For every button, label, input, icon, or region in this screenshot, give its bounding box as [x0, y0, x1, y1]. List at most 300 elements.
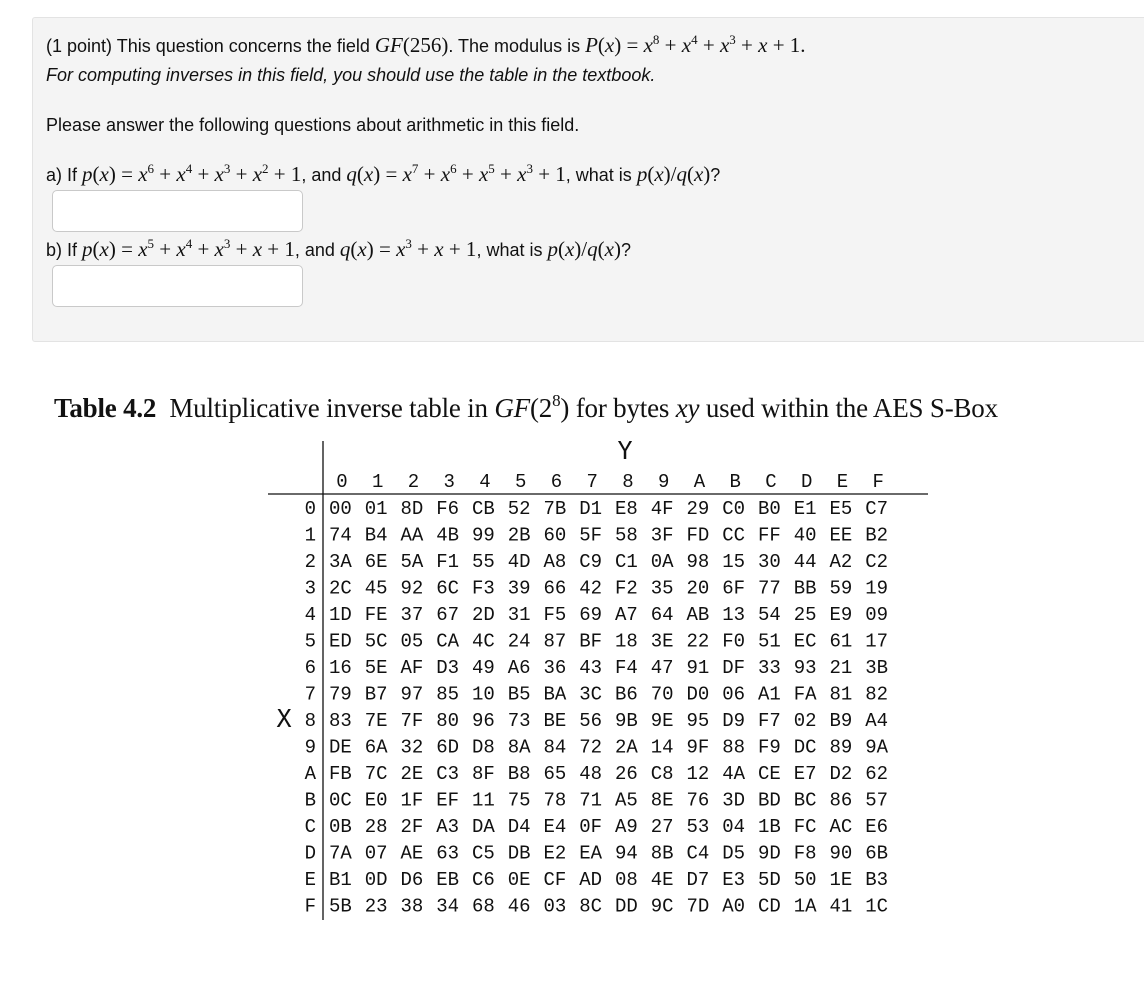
table-cell: D0: [686, 683, 710, 706]
table-cell: 4C: [472, 630, 495, 653]
table-cell: 29: [686, 498, 710, 520]
column-header: D: [801, 471, 813, 493]
table-cell: 98: [686, 551, 710, 573]
table-cell: 14: [650, 736, 674, 759]
table-cell: 1B: [758, 816, 781, 838]
question-a-p: $p(x) = x^6 + x^4 + x^3 + x^2 + 1$: [82, 161, 302, 186]
row-header: 9: [304, 736, 316, 759]
table-cell: A3: [436, 816, 460, 838]
table-cell: A1: [758, 683, 781, 706]
table-cell: 6F: [722, 577, 746, 600]
table-cell: D2: [829, 763, 853, 785]
table-cell: CD: [758, 895, 781, 918]
table-cell: 71: [579, 789, 603, 812]
table-cell: 7A: [329, 842, 352, 865]
table-cell: 3F: [650, 524, 674, 547]
table-cell: 66: [543, 577, 567, 600]
table-cell: 01: [364, 498, 388, 520]
question-b-ratio: p(x)/q(x): [547, 237, 621, 261]
table-cell: F5: [543, 604, 567, 626]
table-cell: 8A: [507, 736, 531, 759]
table-cell: 88: [722, 736, 746, 759]
table-cell: 4D: [507, 551, 531, 573]
column-header: 5: [515, 471, 527, 493]
column-header: F: [872, 471, 884, 493]
table-cell: 31: [507, 604, 531, 626]
table-cell: 37: [400, 604, 424, 626]
table-cell: 36: [543, 657, 567, 679]
table-cell: 11: [472, 789, 495, 812]
table-cell: C5: [472, 842, 495, 865]
question-b-q: $q(x) = x^3 + x + 1$: [339, 236, 477, 261]
table-cell: E0: [364, 789, 388, 812]
table-cell: E7: [793, 763, 817, 785]
table-cell: D8: [472, 736, 495, 759]
table-cell: A5: [615, 789, 638, 812]
table-cell: 61: [829, 630, 853, 653]
table-cell: EE: [829, 524, 853, 547]
table-cell: 08: [615, 869, 638, 891]
table-cell: 19: [865, 577, 889, 600]
table-cell: B1: [329, 869, 352, 891]
table-cell: AD: [579, 869, 603, 891]
table-cell: B8: [507, 763, 531, 785]
table-cell: DC: [793, 736, 817, 759]
table-cell: D4: [507, 816, 531, 838]
table-cell: C1: [615, 551, 638, 573]
table-cell: CF: [543, 869, 567, 891]
table-cell: B3: [865, 869, 889, 891]
table-cell: 05: [400, 630, 424, 653]
table-cell: 82: [865, 683, 889, 706]
problem-intro-line-3: Please answer the following questions about arithmetic in this field.: [46, 115, 580, 135]
table-cell: C2: [865, 551, 889, 573]
table-cell: F3: [472, 577, 495, 600]
table-cell: 41: [829, 895, 853, 918]
table-cell: 13: [722, 604, 746, 626]
table-cell: 72: [579, 736, 603, 759]
table-cell: E2: [543, 842, 567, 865]
column-header: A: [693, 471, 706, 493]
table-cell: EC: [793, 630, 817, 653]
table-cell: EB: [436, 869, 460, 891]
column-header: 8: [622, 471, 634, 493]
table-cell: 5A: [400, 551, 424, 573]
table-cell: 0C: [329, 789, 352, 812]
question-a-q: $q(x) = x^7 + x^6 + x^5 + x^3 + 1$: [346, 161, 566, 186]
table-cell: 06: [722, 683, 746, 706]
table-cell: 67: [436, 604, 460, 626]
table-cell: 95: [686, 710, 710, 732]
table-cell: 83: [329, 710, 352, 732]
table-cell: 26: [615, 763, 638, 785]
table-cell: 2A: [615, 736, 638, 759]
table-cell: 8F: [472, 763, 495, 785]
row-header: A: [304, 763, 316, 785]
table-caption-label: Table 4.2: [54, 393, 157, 423]
table-cell: 40: [793, 524, 817, 547]
table-cell: 6E: [364, 551, 388, 573]
table-cell: 2B: [507, 524, 531, 547]
table-cell: 16: [329, 657, 352, 679]
table-cell: F7: [758, 710, 781, 732]
table-cell: 38: [400, 895, 424, 918]
problem-intro-line-2: For computing inverses in this field, you should use the table in the textbook.: [46, 65, 656, 85]
table-cell: 15: [722, 551, 746, 573]
row-header: 5: [304, 630, 316, 653]
question-b: b) If $p(x) = x^5 + x^4 + x^3 + x + 1$, and $q(x) = x^3 + x + 1$, what is p(x)/q(x)?: [46, 236, 631, 261]
row-header: 2: [304, 551, 316, 573]
table-cell: C6: [472, 869, 495, 891]
table-cell: E6: [865, 816, 889, 838]
table-cell: 1C: [865, 895, 889, 918]
table-cell: 1A: [793, 895, 817, 918]
table-cell: 94: [615, 842, 638, 865]
row-header: B: [304, 789, 316, 812]
table-cell: 69: [579, 604, 603, 626]
column-header: 2: [407, 471, 420, 493]
question-b-p: $p(x) = x^5 + x^4 + x^3 + x + 1$: [82, 236, 295, 261]
table-cell: B5: [507, 683, 531, 706]
table-cell: 84: [543, 736, 567, 759]
table-cell: 56: [579, 710, 603, 732]
table-cell: 4E: [650, 869, 674, 891]
intro-text: (1 point) This question concerns the field: [46, 36, 375, 56]
table-cell: 1E: [829, 869, 853, 891]
table-cell: 1D: [329, 604, 352, 626]
row-header: E: [304, 869, 316, 891]
table-cell: 55: [472, 551, 495, 573]
table-cell: 89: [829, 736, 853, 759]
table-cell: E5: [829, 498, 853, 520]
table-cell: A4: [865, 710, 889, 732]
column-header: 1: [372, 471, 384, 493]
table-cell: A8: [543, 551, 567, 573]
table-cell: BF: [579, 630, 603, 653]
table-cell: 53: [686, 816, 710, 838]
table-cell: 96: [472, 710, 495, 732]
table-cell: A2: [829, 551, 853, 573]
column-header: 7: [586, 471, 598, 493]
table-cell: EA: [579, 842, 603, 865]
table-cell: 7E: [364, 710, 388, 732]
table-cell: 42: [579, 577, 603, 600]
table-cell: 5B: [329, 895, 352, 918]
table-cell: C3: [436, 763, 460, 785]
table-cell: 2D: [472, 604, 495, 626]
table-cell: D3: [436, 657, 460, 679]
question-a-ratio: p(x)/q(x): [636, 162, 711, 186]
table-cell: B9: [829, 710, 853, 732]
table-cell: 81: [829, 683, 853, 706]
table-cell: 9A: [865, 736, 889, 759]
table-cell: 09: [865, 604, 889, 626]
table-cell: 07: [364, 842, 388, 865]
table-cell: BD: [758, 789, 781, 812]
table-cell: 4F: [650, 498, 674, 520]
table-cell: 54: [758, 604, 781, 626]
table-cell: 33: [758, 657, 781, 679]
table-cell: 34: [436, 895, 460, 918]
table-cell: FE: [364, 604, 388, 626]
column-header: E: [836, 471, 849, 493]
table-cell: 6C: [436, 577, 460, 600]
table-cell: 17: [865, 630, 889, 653]
table-cell: 68: [472, 895, 495, 918]
table-cell: D9: [722, 710, 746, 732]
table-cell: 18: [615, 630, 638, 653]
table-cell: AE: [400, 842, 424, 865]
table-cell: 87: [543, 630, 567, 653]
table-cell: 7D: [686, 895, 710, 918]
column-header: 9: [658, 471, 670, 493]
table-cell: 3A: [329, 551, 352, 573]
table-cell: 8D: [400, 498, 424, 520]
table-cell: 93: [793, 657, 817, 679]
table-cell: F2: [615, 577, 638, 600]
table-cell: AB: [686, 604, 710, 626]
table-cell: F9: [758, 736, 781, 759]
table-cell: D5: [722, 842, 746, 865]
table-cell: 51: [758, 630, 781, 653]
table-cell: DF: [722, 657, 746, 679]
table-cell: EF: [436, 789, 460, 812]
table-cell: 99: [472, 524, 495, 547]
table-cell: 0F: [579, 816, 603, 838]
table-cell: 0D: [364, 869, 388, 891]
table-cell: FC: [793, 816, 817, 838]
table-cell: 86: [829, 789, 853, 812]
table-cell: 85: [436, 683, 460, 706]
table-cell: 6D: [436, 736, 460, 759]
table-cell: 2E: [400, 763, 424, 785]
table-cell: B6: [615, 683, 638, 706]
column-header: C: [765, 471, 777, 493]
modulus-polynomial: $P(x) = x^8 + x^4 + x^3 + x + 1$.: [585, 32, 806, 57]
row-header: D: [304, 842, 316, 865]
row-header: 1: [304, 524, 316, 547]
table-cell: 91: [686, 657, 710, 679]
field-notation: GF(256): [374, 33, 449, 57]
table-cell: 90: [829, 842, 853, 865]
table-cell: 64: [650, 604, 674, 626]
row-header: 6: [304, 657, 316, 679]
table-cell: 92: [400, 577, 424, 600]
table-cell: B7: [364, 683, 388, 706]
table-cell: C4: [686, 842, 710, 865]
table-cell: DA: [472, 816, 495, 838]
table-cell: B0: [758, 498, 781, 520]
table-cell: 73: [507, 710, 531, 732]
table-cell: 47: [650, 657, 674, 679]
table-cell: 30: [758, 551, 781, 573]
table-cell: D6: [400, 869, 424, 891]
table-cell: 5C: [364, 630, 388, 653]
table-cell: 8C: [579, 895, 603, 918]
table-cell: 8E: [650, 789, 674, 812]
table-cell: 25: [793, 604, 817, 626]
table-cell: E1: [793, 498, 817, 520]
table-caption: Table 4.2 Multiplicative inverse table in $GF(2^8)$ for bytes xy used within the AES S-Box: [54, 391, 998, 423]
table-cell: ED: [329, 630, 352, 653]
column-header: 4: [479, 471, 491, 493]
table-cell: FA: [793, 683, 817, 706]
table-cell: 74: [329, 524, 352, 547]
table-cell: 5F: [579, 524, 603, 547]
table-cell: A0: [722, 895, 746, 918]
table-cell: F4: [615, 657, 638, 679]
table-cell: 4A: [722, 763, 746, 785]
table-cell: A6: [507, 657, 531, 679]
table-cell: 9F: [686, 736, 710, 759]
table-cell: 9E: [650, 710, 674, 732]
table-cell: 0E: [507, 869, 531, 891]
table-cell: 49: [472, 657, 495, 679]
column-header: 0: [336, 471, 348, 493]
table-cell: 03: [543, 895, 567, 918]
table-cell: BA: [543, 683, 567, 706]
table-cell: 10: [472, 683, 495, 706]
table-cell: 39: [507, 577, 531, 600]
table-cell: D1: [579, 498, 603, 520]
table-cell: E9: [829, 604, 853, 626]
table-cell: 63: [436, 842, 460, 865]
table-cell: E3: [722, 869, 746, 891]
table-cell: 8B: [650, 842, 674, 865]
table-cell: BE: [543, 710, 567, 732]
table-cell: 45: [364, 577, 388, 600]
table-cell: 9B: [615, 710, 638, 732]
table-cell: FD: [686, 524, 710, 547]
table-cell: 4B: [436, 524, 460, 547]
table-cell: 6B: [865, 842, 889, 865]
table-cell: D7: [686, 869, 710, 891]
table-cell: 46: [507, 895, 531, 918]
table-cell: 77: [758, 577, 781, 600]
table-cell: FB: [329, 763, 352, 785]
question-a: a) If $p(x) = x^6 + x^4 + x^3 + x^2 + 1$, and $q(x) = x^7 + x^6 + x^5 + x^3 + 1$, what is p(x)/q(x)?: [46, 161, 721, 186]
table-cell: 80: [436, 710, 460, 732]
table-cell: 20: [686, 577, 710, 600]
table-cell: 52: [507, 498, 531, 520]
table-cell: 0B: [329, 816, 352, 838]
table-cell: 9C: [650, 895, 674, 918]
table-cell: A7: [615, 604, 638, 626]
column-header: 3: [443, 471, 455, 493]
table-cell: 43: [579, 657, 603, 679]
row-header: C: [304, 816, 316, 838]
table-cell: 65: [543, 763, 567, 785]
table-cell: 62: [865, 763, 889, 785]
table-cell: 57: [865, 789, 889, 812]
table-cell: 5D: [758, 869, 781, 891]
table-cell: F1: [436, 551, 460, 573]
table-cell: C9: [579, 551, 603, 573]
row-header: 4: [304, 604, 316, 626]
table-cell: AC: [829, 816, 853, 838]
table-cell: 59: [829, 577, 853, 600]
table-cell: F0: [722, 630, 746, 653]
table-cell: 1F: [400, 789, 424, 812]
table-cell: 22: [686, 630, 710, 653]
table-cell: 97: [400, 683, 424, 706]
row-header: 0: [304, 498, 316, 520]
table-cell: B4: [364, 524, 388, 547]
row-header: 8: [304, 710, 316, 732]
table-cell: 3B: [865, 657, 889, 679]
table-cell: F8: [793, 842, 817, 865]
table-cell: C7: [865, 498, 889, 520]
table-cell: AA: [400, 524, 424, 547]
intro-text-mid: . The modulus is: [448, 36, 586, 56]
table-cell: 60: [543, 524, 567, 547]
table-cell: 3E: [650, 630, 674, 653]
x-axis-label: X: [276, 704, 292, 733]
table-cell: FF: [758, 524, 781, 547]
table-cell: 2F: [400, 816, 424, 838]
table-cell: 5E: [364, 657, 388, 679]
table-cell: 24: [507, 630, 531, 653]
table-cell: DB: [507, 842, 531, 865]
table-cell: CB: [472, 498, 495, 520]
table-cell: AF: [400, 657, 424, 679]
table-cell: 35: [650, 577, 674, 600]
table-cell: 44: [793, 551, 817, 573]
row-header: F: [304, 895, 316, 918]
table-cell: 79: [329, 683, 352, 706]
table-cell: 2C: [329, 577, 352, 600]
table-cell: 7F: [400, 710, 424, 732]
table-cell: CA: [436, 630, 460, 653]
table-cell: 6A: [364, 736, 388, 759]
table-cell: 0A: [650, 551, 674, 573]
table-cell: 04: [722, 816, 746, 838]
table-cell: BC: [793, 789, 817, 812]
table-cell: 50: [793, 869, 817, 891]
table-cell: 21: [829, 657, 853, 679]
table-cell: 75: [507, 789, 531, 812]
table-cell: F6: [436, 498, 460, 520]
table-cell: CC: [722, 524, 746, 547]
table-cell: 48: [579, 763, 603, 785]
table-cell: DE: [329, 736, 352, 759]
table-cell: CE: [758, 763, 781, 785]
table-cell: BB: [793, 577, 817, 600]
table-cell: 32: [400, 736, 424, 759]
table-cell: 70: [650, 683, 674, 706]
row-header: 3: [304, 577, 316, 600]
row-header: 7: [304, 683, 316, 706]
table-cell: 00: [329, 498, 352, 520]
table-cell: 7B: [543, 498, 567, 520]
y-axis-label: Y: [617, 436, 633, 465]
table-cell: 28: [364, 816, 388, 838]
table-cell: E4: [543, 816, 567, 838]
table-cell: 12: [686, 763, 710, 785]
table-cell: DD: [615, 895, 638, 918]
table-cell: C8: [650, 763, 674, 785]
table-cell: 23: [364, 895, 388, 918]
column-header: B: [729, 471, 741, 493]
table-cell: 78: [543, 789, 567, 812]
table-cell: 76: [686, 789, 710, 812]
table-cell: C0: [722, 498, 746, 520]
table-cell: 02: [793, 710, 817, 732]
table-cell: 58: [615, 524, 638, 547]
table-cell: 7C: [364, 763, 388, 785]
table-cell: 3C: [579, 683, 603, 706]
table-cell: A9: [615, 816, 638, 838]
